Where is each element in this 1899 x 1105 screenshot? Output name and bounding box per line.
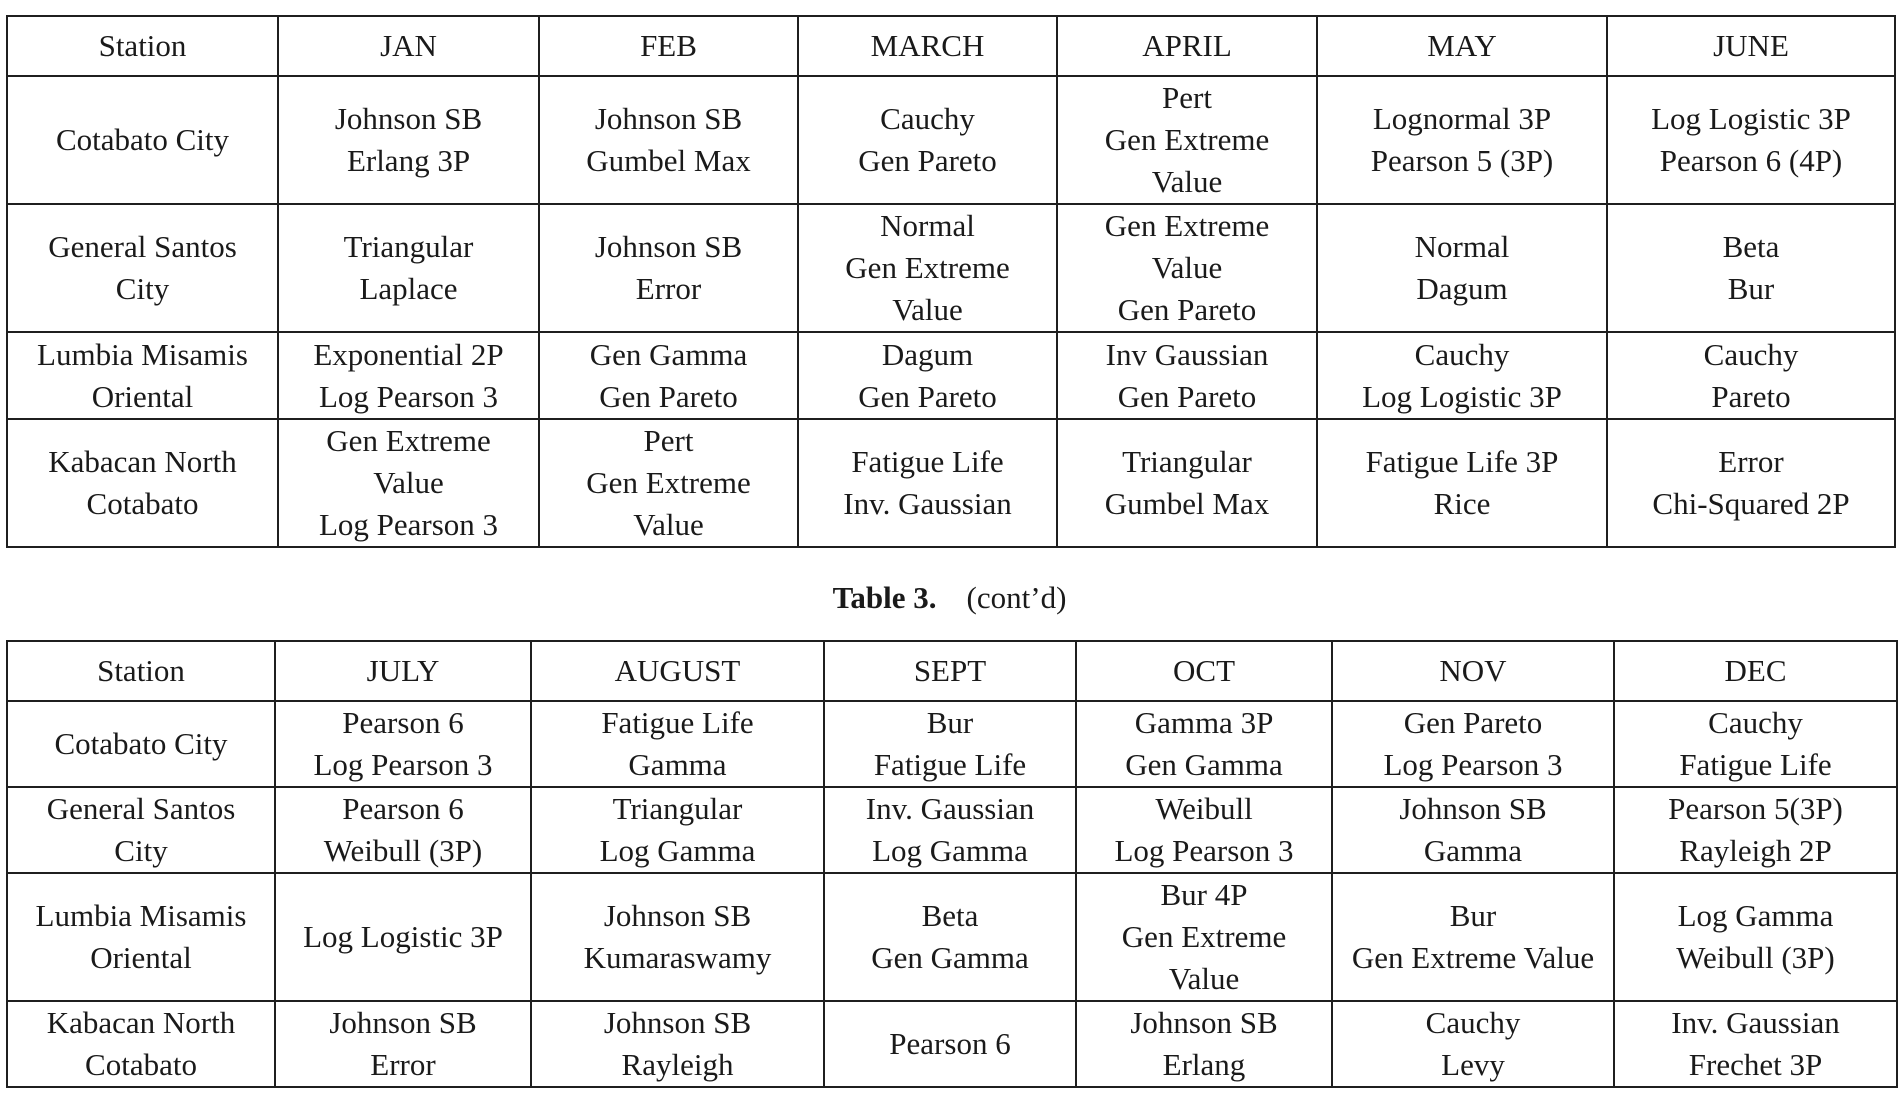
distribution-name-line: Triangular (1122, 444, 1252, 479)
distribution-cell (539, 204, 798, 332)
distribution-name-line: Pearson 6 (342, 705, 464, 740)
distribution-name-line: Value (1151, 250, 1223, 285)
distribution-name-line: Cauchy (1703, 336, 1799, 372)
station-header (7, 641, 275, 701)
distribution-name-line: Gen Extreme (586, 465, 751, 500)
distribution-name-line: Weibull (1155, 791, 1253, 826)
table-row (7, 332, 1895, 419)
distribution-name-line: Chi-Squared 2P (1652, 486, 1850, 521)
month-header (1317, 16, 1607, 76)
station-cell (7, 701, 275, 787)
distribution-name-line: Gen Extreme (845, 250, 1010, 285)
distribution-name-line: Gen Gamma (589, 336, 748, 372)
distribution-name-line: Gumbel Max (586, 143, 751, 178)
month-header (539, 16, 798, 76)
table-body (7, 16, 1895, 547)
table-row (7, 787, 1897, 873)
distribution-name-line: Log Pearson 3 (1383, 747, 1563, 782)
distribution-name-line: Johnson SB (1399, 791, 1547, 826)
station-name-line: Cotabato (85, 1047, 197, 1082)
station-cell (7, 332, 278, 419)
distribution-name-line: Log Pearson 3 (318, 378, 499, 414)
distribution-cell (1057, 76, 1317, 204)
station-header (7, 16, 278, 76)
month-header (1607, 16, 1895, 76)
distribution-table-jul-dec (6, 640, 1898, 1088)
distribution-name-line: Error (635, 271, 702, 306)
distribution-name-line: Triangular (343, 229, 474, 264)
distribution-name-line: Fatigue Life 3P (1365, 444, 1559, 479)
month-header (531, 641, 824, 701)
distribution-name-line: Cauchy (1414, 336, 1510, 372)
distribution-name-line: Johnson SB (594, 101, 743, 136)
distribution-name-line: Inv. Gaussian (1671, 1005, 1840, 1040)
distribution-name-line: Normal (880, 208, 975, 243)
distribution-name-line: Dagum (1416, 271, 1508, 306)
distribution-cell (1317, 76, 1607, 204)
month-header (798, 16, 1057, 76)
distribution-name-line: Exponential 2P (313, 336, 504, 372)
distribution-cell (278, 76, 539, 204)
distribution-name-line: Bur 4P (1160, 877, 1248, 912)
distribution-name-line: Pearson 6 (4P) (1659, 143, 1843, 178)
distribution-cell (1076, 701, 1332, 787)
distribution-name-line: Normal (1414, 229, 1510, 264)
distribution-cell (1614, 1001, 1897, 1087)
distribution-name-line: Log Gamma (1677, 898, 1834, 933)
distribution-cell (1057, 204, 1317, 332)
distribution-name-line: Kumaraswamy (583, 940, 772, 975)
distribution-name-line: Inv Gaussian (1105, 336, 1269, 372)
distribution-name-line: Levy (1441, 1047, 1505, 1082)
caption-label: Table 3. (832, 580, 937, 615)
header-label: JAN (380, 28, 437, 63)
station-cell (7, 1001, 275, 1087)
distribution-name-line: Gen Pareto (1403, 705, 1543, 740)
distribution-name-line: Value (892, 292, 963, 327)
station-name-line: Oriental (90, 940, 192, 975)
distribution-name-line: Gumbel Max (1104, 486, 1270, 521)
header-label: JULY (366, 653, 440, 688)
header-label: DEC (1724, 653, 1787, 688)
distribution-name-line: Value (1151, 164, 1223, 199)
distribution-cell (1057, 332, 1317, 419)
distribution-cell (278, 332, 539, 419)
distribution-cell (798, 419, 1057, 547)
table-row (7, 701, 1897, 787)
distribution-name-line: Pearson 6 (889, 1026, 1011, 1061)
distribution-name-line: Pearson 5 (3P) (1370, 143, 1554, 178)
station-cell (7, 204, 278, 332)
distribution-name-line: Inv. Gaussian (865, 791, 1035, 826)
table-row (7, 204, 1895, 332)
distribution-cell (1317, 419, 1607, 547)
month-header (275, 641, 531, 701)
distribution-name-line: Pareto (1711, 378, 1791, 414)
distribution-name-line: Gen Pareto (858, 378, 997, 414)
distribution-cell (798, 76, 1057, 204)
table-caption (0, 578, 1899, 618)
distribution-name-line: Value (373, 465, 444, 500)
month-header (1057, 16, 1317, 76)
station-name-line: Cotabato City (55, 122, 230, 157)
distribution-cell (278, 419, 539, 547)
distribution-name-line: Value (1168, 961, 1240, 996)
distribution-cell (1607, 332, 1895, 419)
station-name-line: Lumbia Misamis (35, 898, 247, 933)
distribution-name-line: Johnson SB (594, 229, 743, 264)
table-row (7, 1001, 1897, 1087)
distribution-name-line: Log Logistic 3P (1651, 101, 1851, 136)
distribution-name-line: Rice (1433, 486, 1491, 521)
distribution-cell (1607, 419, 1895, 547)
distribution-cell (531, 1001, 824, 1087)
station-name-line: Lumbia Misamis (37, 336, 248, 372)
distribution-name-line: Log Pearson 3 (313, 747, 493, 782)
distribution-name-line: Bur (1727, 271, 1775, 306)
header-label: APRIL (1142, 28, 1232, 63)
station-cell (7, 787, 275, 873)
station-cell (7, 873, 275, 1001)
distribution-cell (275, 701, 531, 787)
distribution-cell (1607, 76, 1895, 204)
distribution-cell (1076, 873, 1332, 1001)
distribution-cell (824, 1001, 1076, 1087)
distribution-name-line: Gen Extreme (1104, 122, 1270, 157)
distribution-name-line: Erlang (1162, 1047, 1246, 1082)
distribution-table-jan-jun (6, 15, 1896, 548)
station-name-line: Cotabato City (54, 726, 228, 761)
distribution-name-line: Fatigue Life (873, 747, 1027, 782)
distribution-cell (824, 787, 1076, 873)
distribution-name-line: Fatigue Life (1679, 747, 1832, 782)
distribution-cell (1076, 1001, 1332, 1087)
distribution-name-line: Gen Extreme (326, 423, 491, 458)
month-header (1614, 641, 1897, 701)
distribution-cell (1057, 419, 1317, 547)
distribution-name-line: Gen Pareto (1117, 378, 1257, 414)
distribution-name-line: Gen Pareto (599, 378, 738, 414)
distribution-name-line: Johnson SB (603, 1005, 752, 1040)
distribution-name-line: Cauchy (1708, 705, 1803, 740)
distribution-cell (531, 787, 824, 873)
distribution-name-line: Gen Pareto (1117, 292, 1257, 327)
station-name-line: City (114, 833, 168, 868)
distribution-name-line: Error (1718, 444, 1784, 479)
distribution-cell (824, 873, 1076, 1001)
distribution-name-line: Bur (1449, 898, 1497, 933)
station-name-line: General Santos (48, 229, 237, 264)
station-name-line: Kabacan North (46, 1005, 236, 1040)
header-row (7, 641, 1897, 701)
distribution-cell (1614, 873, 1897, 1001)
distribution-name-line: Gamma (1423, 833, 1523, 868)
distribution-cell (539, 76, 798, 204)
header-label: Station (97, 653, 185, 688)
header-label: OCT (1173, 653, 1235, 688)
distribution-name-line: Gen Pareto (858, 143, 997, 178)
distribution-name-line: Beta (921, 898, 979, 933)
distribution-cell (1317, 332, 1607, 419)
distribution-cell (275, 787, 531, 873)
distribution-name-line: Dagum (881, 336, 974, 372)
distribution-name-line: Pert (643, 423, 694, 458)
distribution-name-line: Johnson SB (329, 1005, 477, 1040)
header-label: FEB (640, 28, 697, 63)
distribution-name-line: Cauchy (880, 101, 975, 136)
distribution-name-line: Erlang 3P (346, 143, 471, 178)
distribution-name-line: Pearson 5(3P) (1668, 791, 1843, 826)
distribution-name-line: Gen Extreme (1104, 208, 1270, 243)
distribution-cell (539, 332, 798, 419)
distribution-cell (275, 873, 531, 1001)
month-header (278, 16, 539, 76)
station-cell (7, 76, 278, 204)
distribution-name-line: Bur (926, 705, 974, 740)
month-header (824, 641, 1076, 701)
distribution-name-line: Inv. Gaussian (843, 486, 1012, 521)
distribution-cell (1076, 787, 1332, 873)
header-label: MARCH (870, 28, 985, 63)
distribution-name-line: Gamma 3P (1134, 705, 1274, 740)
distribution-name-line: Triangular (612, 791, 743, 826)
distribution-name-line: Pert (1162, 80, 1212, 115)
station-name-line: Cotabato (86, 486, 199, 521)
distribution-name-line: Laplace (359, 271, 458, 306)
distribution-name-line: Gamma (628, 747, 727, 782)
distribution-name-line: Rayleigh (621, 1047, 734, 1082)
header-label: AUGUST (614, 653, 741, 688)
distribution-name-line: Gen Gamma (871, 940, 1029, 975)
header-label: Station (98, 28, 187, 63)
station-name-line: City (115, 271, 170, 306)
distribution-cell (1332, 701, 1614, 787)
distribution-cell (531, 873, 824, 1001)
station-name-line: General Santos (46, 791, 236, 826)
distribution-cell (275, 1001, 531, 1087)
distribution-name-line: Log Logistic 3P (1362, 378, 1562, 414)
distribution-name-line: Johnson SB (603, 898, 752, 933)
distribution-name-line: Log Pearson 3 (318, 507, 499, 542)
distribution-cell (824, 701, 1076, 787)
distribution-name-line: Weibull (3P) (1676, 940, 1835, 975)
distribution-name-line: Fatigue Life (851, 444, 1004, 479)
station-name-line: Oriental (91, 378, 194, 414)
distribution-name-line: Log Logistic 3P (303, 919, 503, 954)
distribution-cell (1332, 1001, 1614, 1087)
distribution-name-line: Fatigue Life (601, 705, 754, 740)
distribution-name-line: Gen Extreme Value (1351, 940, 1595, 975)
distribution-cell (539, 419, 798, 547)
header-label: NOV (1439, 653, 1507, 688)
distribution-name-line: Log Gamma (872, 833, 1028, 868)
table-row (7, 76, 1895, 204)
distribution-name-line: Error (370, 1047, 436, 1082)
station-cell (7, 419, 278, 547)
distribution-name-line: Gen Gamma (1125, 747, 1283, 782)
distribution-name-line: Lognormal 3P (1372, 101, 1552, 136)
header-label: MAY (1427, 28, 1497, 63)
table-body (7, 641, 1897, 1087)
header-row (7, 16, 1895, 76)
station-name-line: Kabacan North (48, 444, 237, 479)
table-row (7, 419, 1895, 547)
caption-text: (cont’d) (966, 580, 1067, 615)
distribution-cell (531, 701, 824, 787)
distribution-name-line: Value (633, 507, 704, 542)
header-label: JUNE (1713, 28, 1789, 63)
distribution-name-line: Beta (1722, 229, 1780, 264)
distribution-name-line: Pearson 6 (342, 791, 464, 826)
distribution-name-line: Johnson SB (334, 101, 483, 136)
distribution-name-line: Cauchy (1425, 1005, 1521, 1040)
distribution-name-line: Johnson SB (1130, 1005, 1278, 1040)
distribution-cell (798, 204, 1057, 332)
distribution-cell (798, 332, 1057, 419)
distribution-cell (1317, 204, 1607, 332)
distribution-name-line: Rayleigh 2P (1679, 833, 1832, 868)
distribution-cell (278, 204, 539, 332)
distribution-cell (1614, 787, 1897, 873)
distribution-cell (1614, 701, 1897, 787)
distribution-name-line: Log Gamma (599, 833, 756, 868)
header-label: SEPT (913, 653, 987, 688)
distribution-name-line: Weibull (3P) (323, 833, 483, 868)
month-header (1076, 641, 1332, 701)
distribution-name-line: Gen Extreme (1121, 919, 1287, 954)
table-row (7, 873, 1897, 1001)
distribution-cell (1332, 873, 1614, 1001)
distribution-cell (1607, 204, 1895, 332)
distribution-cell (1332, 787, 1614, 873)
distribution-name-line: Frechet 3P (1688, 1047, 1823, 1082)
month-header (1332, 641, 1614, 701)
distribution-name-line: Log Pearson 3 (1114, 833, 1294, 868)
